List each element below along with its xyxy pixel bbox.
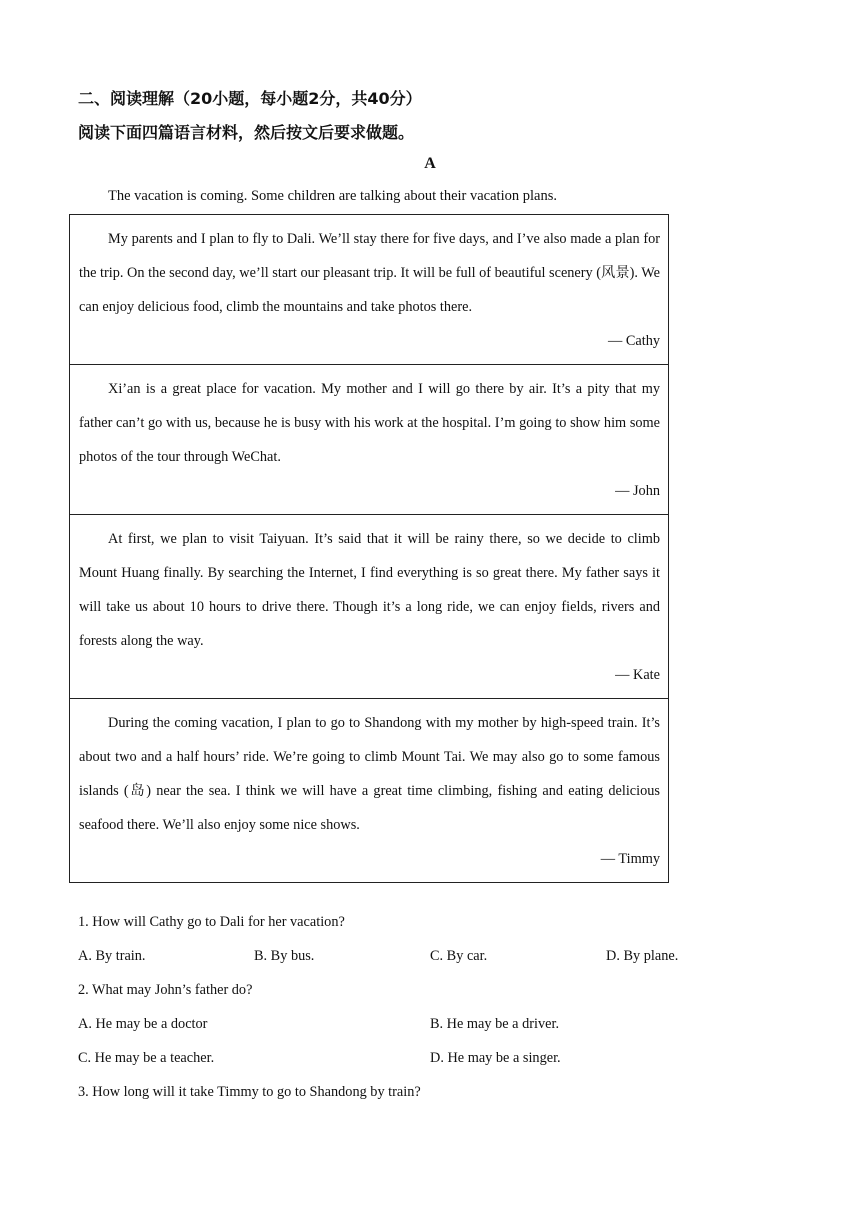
passage-label: A (424, 155, 436, 172)
entry-timmy (70, 698, 668, 882)
entry-author: — Kate (615, 667, 660, 683)
entry-author: — John (615, 483, 660, 499)
question-1-option-d[interactable]: D. By plane. (606, 948, 679, 964)
entry-text: My parents and I plan to fly to Dali. We’ll stay there for five days, and I’ve also made a plan for the trip. On the second day, we’ll start our pleasant trip. It will be full of beautiful scenery (风景). We can enjoy delicious food, climb the mountains and take photos there. (79, 231, 660, 315)
entry-text: Xi’an is a great place for vacation. My mother and I will go there by air. It’s a pity that my father can’t go with us, because he is busy with his work at the hospital. I’m going to show him some photos of the tour through WeChat. (79, 381, 660, 465)
question-2-option-a[interactable]: A. He may be a doctor (78, 1016, 208, 1032)
entry-text: At first, we plan to visit Taiyuan. It’s said that it will be rainy there, so we decide to climb Mount Huang finally. By searching the Internet, I find everything is so great there. My father says it will take us about 10 hours to drive there. Though it’s a long ride, we can enjoy fields, rivers and forests along the way. (79, 531, 660, 649)
entry-kate (70, 514, 668, 698)
entry-text: During the coming vacation, I plan to go to Shandong with my mother by high-speed train. It’s about two and a half hours’ ride. We’re going to climb Mount Tai. We may also go to some famous islands (岛) near the sea. I think we will have a great time climbing, fishing and eating delicious seafood there. We’ll also enjoy some nice shows. (79, 715, 660, 833)
instruction: 阅读下面四篇语言材料，然后按文后要求做题。 (78, 123, 415, 142)
question-2-stem: 2. What may John’s father do? (78, 982, 253, 998)
passage-intro: The vacation is coming. Some children are talking about their vacation plans. (108, 188, 557, 204)
question-3-stem: 3. How long will it take Timmy to go to Shandong by train? (78, 1084, 421, 1100)
entry-author: — Timmy (600, 851, 660, 867)
question-1-option-a[interactable]: A. By train. (78, 948, 146, 964)
section-heading: 二、阅读理解（20小题，每小题2分，共40分） (78, 89, 422, 108)
question-2-option-d[interactable]: D. He may be a singer. (430, 1050, 561, 1066)
entry-john (70, 364, 668, 514)
vacation-plans-table (69, 214, 669, 883)
entry-author: — Cathy (607, 333, 660, 349)
question-2-option-c[interactable]: C. He may be a teacher. (78, 1050, 215, 1066)
question-1-option-c[interactable]: C. By car. (430, 948, 488, 964)
question-1-option-b[interactable]: B. By bus. (254, 948, 315, 964)
entry-cathy (70, 215, 668, 364)
question-1-stem: 1. How will Cathy go to Dali for her vacation? (78, 914, 345, 930)
question-2-option-b[interactable]: B. He may be a driver. (430, 1016, 560, 1032)
